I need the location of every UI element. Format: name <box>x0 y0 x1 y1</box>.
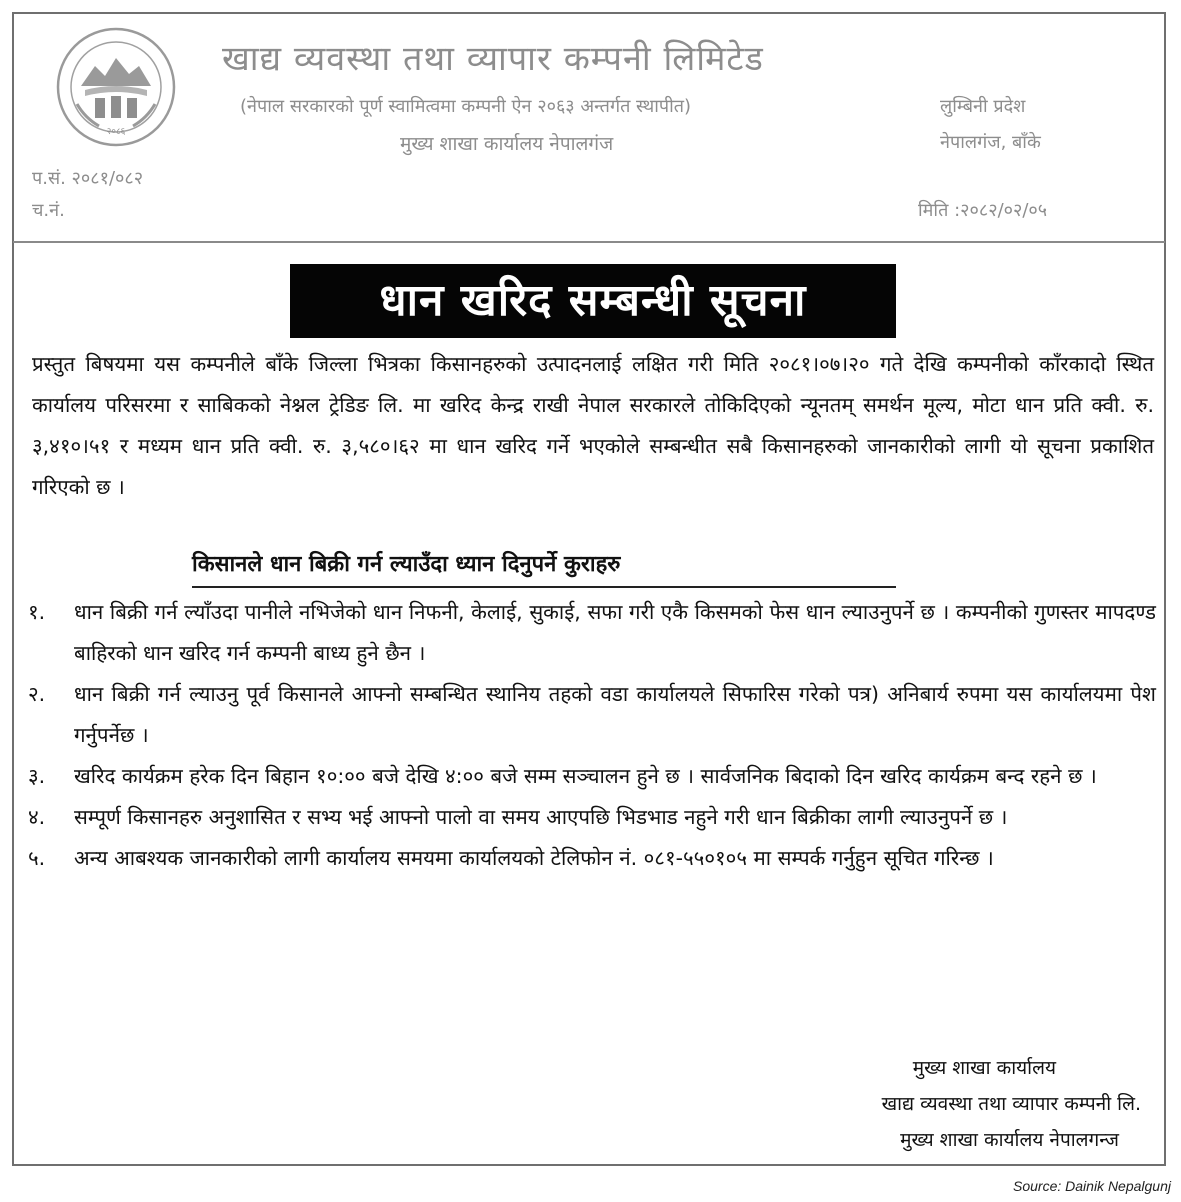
points-list <box>28 592 1156 879</box>
signature-branch: मुख्य शाखा कार्यालय नेपालगन्ज <box>900 1129 1119 1151</box>
header-divider <box>13 241 1165 243</box>
organization-subtitle: (नेपाल सरकारको पूर्ण स्वामित्वमा कम्पनी ऐन २०६३ अन्तर्गत स्थापीत) <box>240 96 692 117</box>
list-item <box>28 592 1156 674</box>
point-number: ३. <box>28 764 46 788</box>
list-item <box>28 674 1156 756</box>
notice-border <box>12 12 1166 1166</box>
list-item <box>28 756 1156 797</box>
signature-company: खाद्य व्यवस्था तथा व्यापार कम्पनी लि. <box>881 1093 1141 1115</box>
points-heading-underline <box>192 586 896 588</box>
reference-number: प.सं. २०८१/०८२ <box>32 168 144 189</box>
organization-name: खाद्य व्यवस्था तथा व्यापार कम्पनी लिमिटेड <box>222 39 764 79</box>
point-number: ४. <box>28 805 46 829</box>
point-text: धान बिक्री गर्न ल्याउनु पूर्व किसानले आफ्नो सम्बन्धित स्थानिय तहको वडा कार्यालयले सिफारिस गरेको पत्र) अनिबार्य रुपमा यस कार्यालयमा पेश गर्नुपर्नेछ । <box>74 682 1156 747</box>
signature-office: मुख्य शाखा कार्यालय <box>912 1057 1056 1079</box>
notice-title: धान खरिद सम्बन्धी सूचना <box>290 264 896 338</box>
list-item <box>28 838 1156 879</box>
notice-body: प्रस्तुत बिषयमा यस कम्पनीले बाँके जिल्ला भित्रका किसानहरुको उत्पादनलाई लक्षित गरी मिति २०८१।०७।२० गते देखि कम्पनीको काँरकादो स्थित कार्यालय परिसरमा र साबिकको नेश्नल ट्रेडिङ लि. मा खरिद केन्द्र राखी नेपाल सरकारले तोकिदिएको न्यूनतम् समर्थन मूल्य, मोटा धान प्रति क्वी. रु. ३,४१०।५१ र मध्यम धान प्रति क्वी. रु. ३,५८०।६२ मा धान खरिद गर्ने भएकोले सम्बन्धीत सबै किसानहरुको जानकारीको लागी यो सूचना प्रकाशित गरिएको छ । <box>32 352 1155 499</box>
notice-date: मिति :२०८२/०२/०५ <box>918 200 1048 221</box>
province-name: लुम्बिनी प्रदेश <box>940 96 1026 117</box>
office-name: मुख्य शाखा कार्यालय नेपालगंज <box>400 133 614 155</box>
point-text: धान बिक्री गर्न ल्याँउदा पानीले नभिजेको धान निफनी, केलाई, सुकाई, सफा गरी एकै किसमको फेस धान ल्याउनुपर्ने छ । कम्पनीको गुणस्तर मापदण्ड बाहिरको धान खरिद गर्न कम्पनी बाध्य हुने छैन । <box>74 600 1156 665</box>
point-number: ५. <box>28 846 46 870</box>
city-name: नेपालगंज, बाँके <box>940 132 1041 153</box>
point-text: खरिद कार्यक्रम हरेक दिन बिहान १०:०० बजे देखि ४:०० बजे सम्म सञ्चालन हुने छ । सार्वजनिक बिदाको दिन खरिद कार्यक्रम बन्द रहने छ । <box>74 764 1097 788</box>
point-text: सम्पूर्ण किसानहरु अनुशासित र सभ्य भई आफ्नो पालो वा समय आएपछि भिडभाड नहुने गरी धान बिक्रीका लागी ल्याउनुपर्ने छ । <box>74 805 1008 829</box>
svg-text:२०८६: २०८६ <box>106 127 126 137</box>
list-item <box>28 797 1156 838</box>
point-number: १. <box>28 600 46 624</box>
point-number: २. <box>28 682 46 706</box>
company-seal-icon <box>55 26 177 148</box>
source-credit: Source: Dainik Nepalgunj <box>1013 1178 1171 1194</box>
point-text: अन्य आबश्यक जानकारीको लागी कार्यालय समयमा कार्यालयको टेलिफोन नं. ०८१-५५०१०५ मा सम्पर्क गर्नुहुन सूचित गरिन्छ । <box>74 846 994 870</box>
dispatch-number: च.नं. <box>32 200 65 221</box>
points-heading: किसानले धान बिक्री गर्न ल्याउँदा ध्यान दिनुपर्ने कुराहरु <box>192 552 621 577</box>
